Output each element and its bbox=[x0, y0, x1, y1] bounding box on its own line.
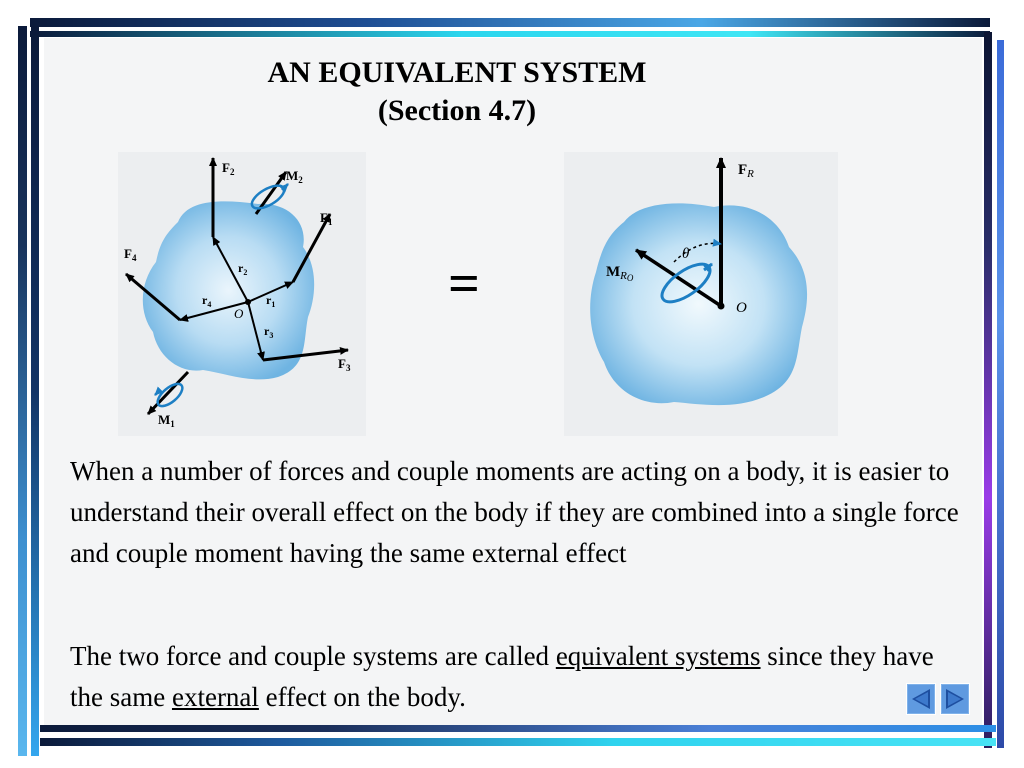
figure-force-system bbox=[118, 152, 366, 436]
slide-title bbox=[200, 54, 714, 130]
triangle-right-icon bbox=[940, 683, 970, 715]
label-f2: $F_2$ bbox=[222, 160, 235, 177]
equals-sign: = bbox=[448, 253, 480, 315]
figure-resultant-system bbox=[564, 152, 838, 436]
previous-slide-button[interactable] bbox=[906, 683, 936, 715]
term-external: external bbox=[171, 682, 259, 712]
frame-bar-left bbox=[18, 26, 27, 756]
label-theta: θ bbox=[682, 246, 690, 262]
label-fr: $F_R$ bbox=[738, 162, 754, 180]
label-origin: O bbox=[234, 306, 244, 321]
label-r1: $r_1$ bbox=[266, 293, 276, 309]
label-mro: $M_RO$ bbox=[606, 264, 634, 283]
frame-bar-top bbox=[30, 18, 990, 27]
resultant-system-diagram bbox=[564, 152, 838, 436]
origin-point bbox=[245, 299, 251, 305]
frame-bar-bottom-inner bbox=[40, 725, 996, 732]
triangle-left-icon bbox=[906, 683, 936, 715]
label-origin-resultant: O bbox=[736, 300, 747, 316]
title-line-2: (Section 4.7) bbox=[377, 94, 537, 127]
label-f4: $F_4$ bbox=[124, 246, 137, 263]
couple-m1-ring bbox=[154, 380, 186, 410]
frame-bar-bottom bbox=[40, 738, 996, 746]
label-r2: $r_2$ bbox=[238, 261, 248, 277]
frame-bar-top-inner bbox=[30, 31, 990, 37]
force-system-diagram bbox=[118, 152, 366, 436]
label-r4: $r_4$ bbox=[202, 293, 212, 309]
term-equivalent-systems: equivalent systems bbox=[555, 641, 761, 671]
rigid-body-blob bbox=[143, 201, 314, 379]
paragraph-equivalent bbox=[70, 636, 960, 718]
paragraph-text: effect on the body. bbox=[258, 682, 466, 712]
paragraph-text: The two force and couple systems are called bbox=[70, 641, 556, 671]
rigid-body-blob-resultant bbox=[590, 203, 807, 405]
frame-bar-right bbox=[997, 40, 1004, 748]
title-line-1: AN EQUIVALENT SYSTEM bbox=[267, 56, 647, 89]
label-r3: $r_3$ bbox=[264, 324, 274, 340]
label-m2: $M_2$ bbox=[286, 168, 303, 185]
label-f1: $F_1$ bbox=[320, 210, 333, 227]
frame-bar-left-inner bbox=[31, 26, 39, 756]
paragraph-intro: When a number of forces and couple moments are acting on a body, it is easier to understand their overall effect on the body if they are combined into a single force and couple moment having the same external effect bbox=[70, 456, 959, 568]
frame-bar-right-inner bbox=[984, 32, 992, 748]
paragraph-text: since they have the same bbox=[70, 641, 934, 712]
label-m1: $M_1$ bbox=[158, 412, 175, 429]
label-f3: $F_3$ bbox=[338, 356, 351, 373]
next-slide-button[interactable] bbox=[940, 683, 970, 715]
